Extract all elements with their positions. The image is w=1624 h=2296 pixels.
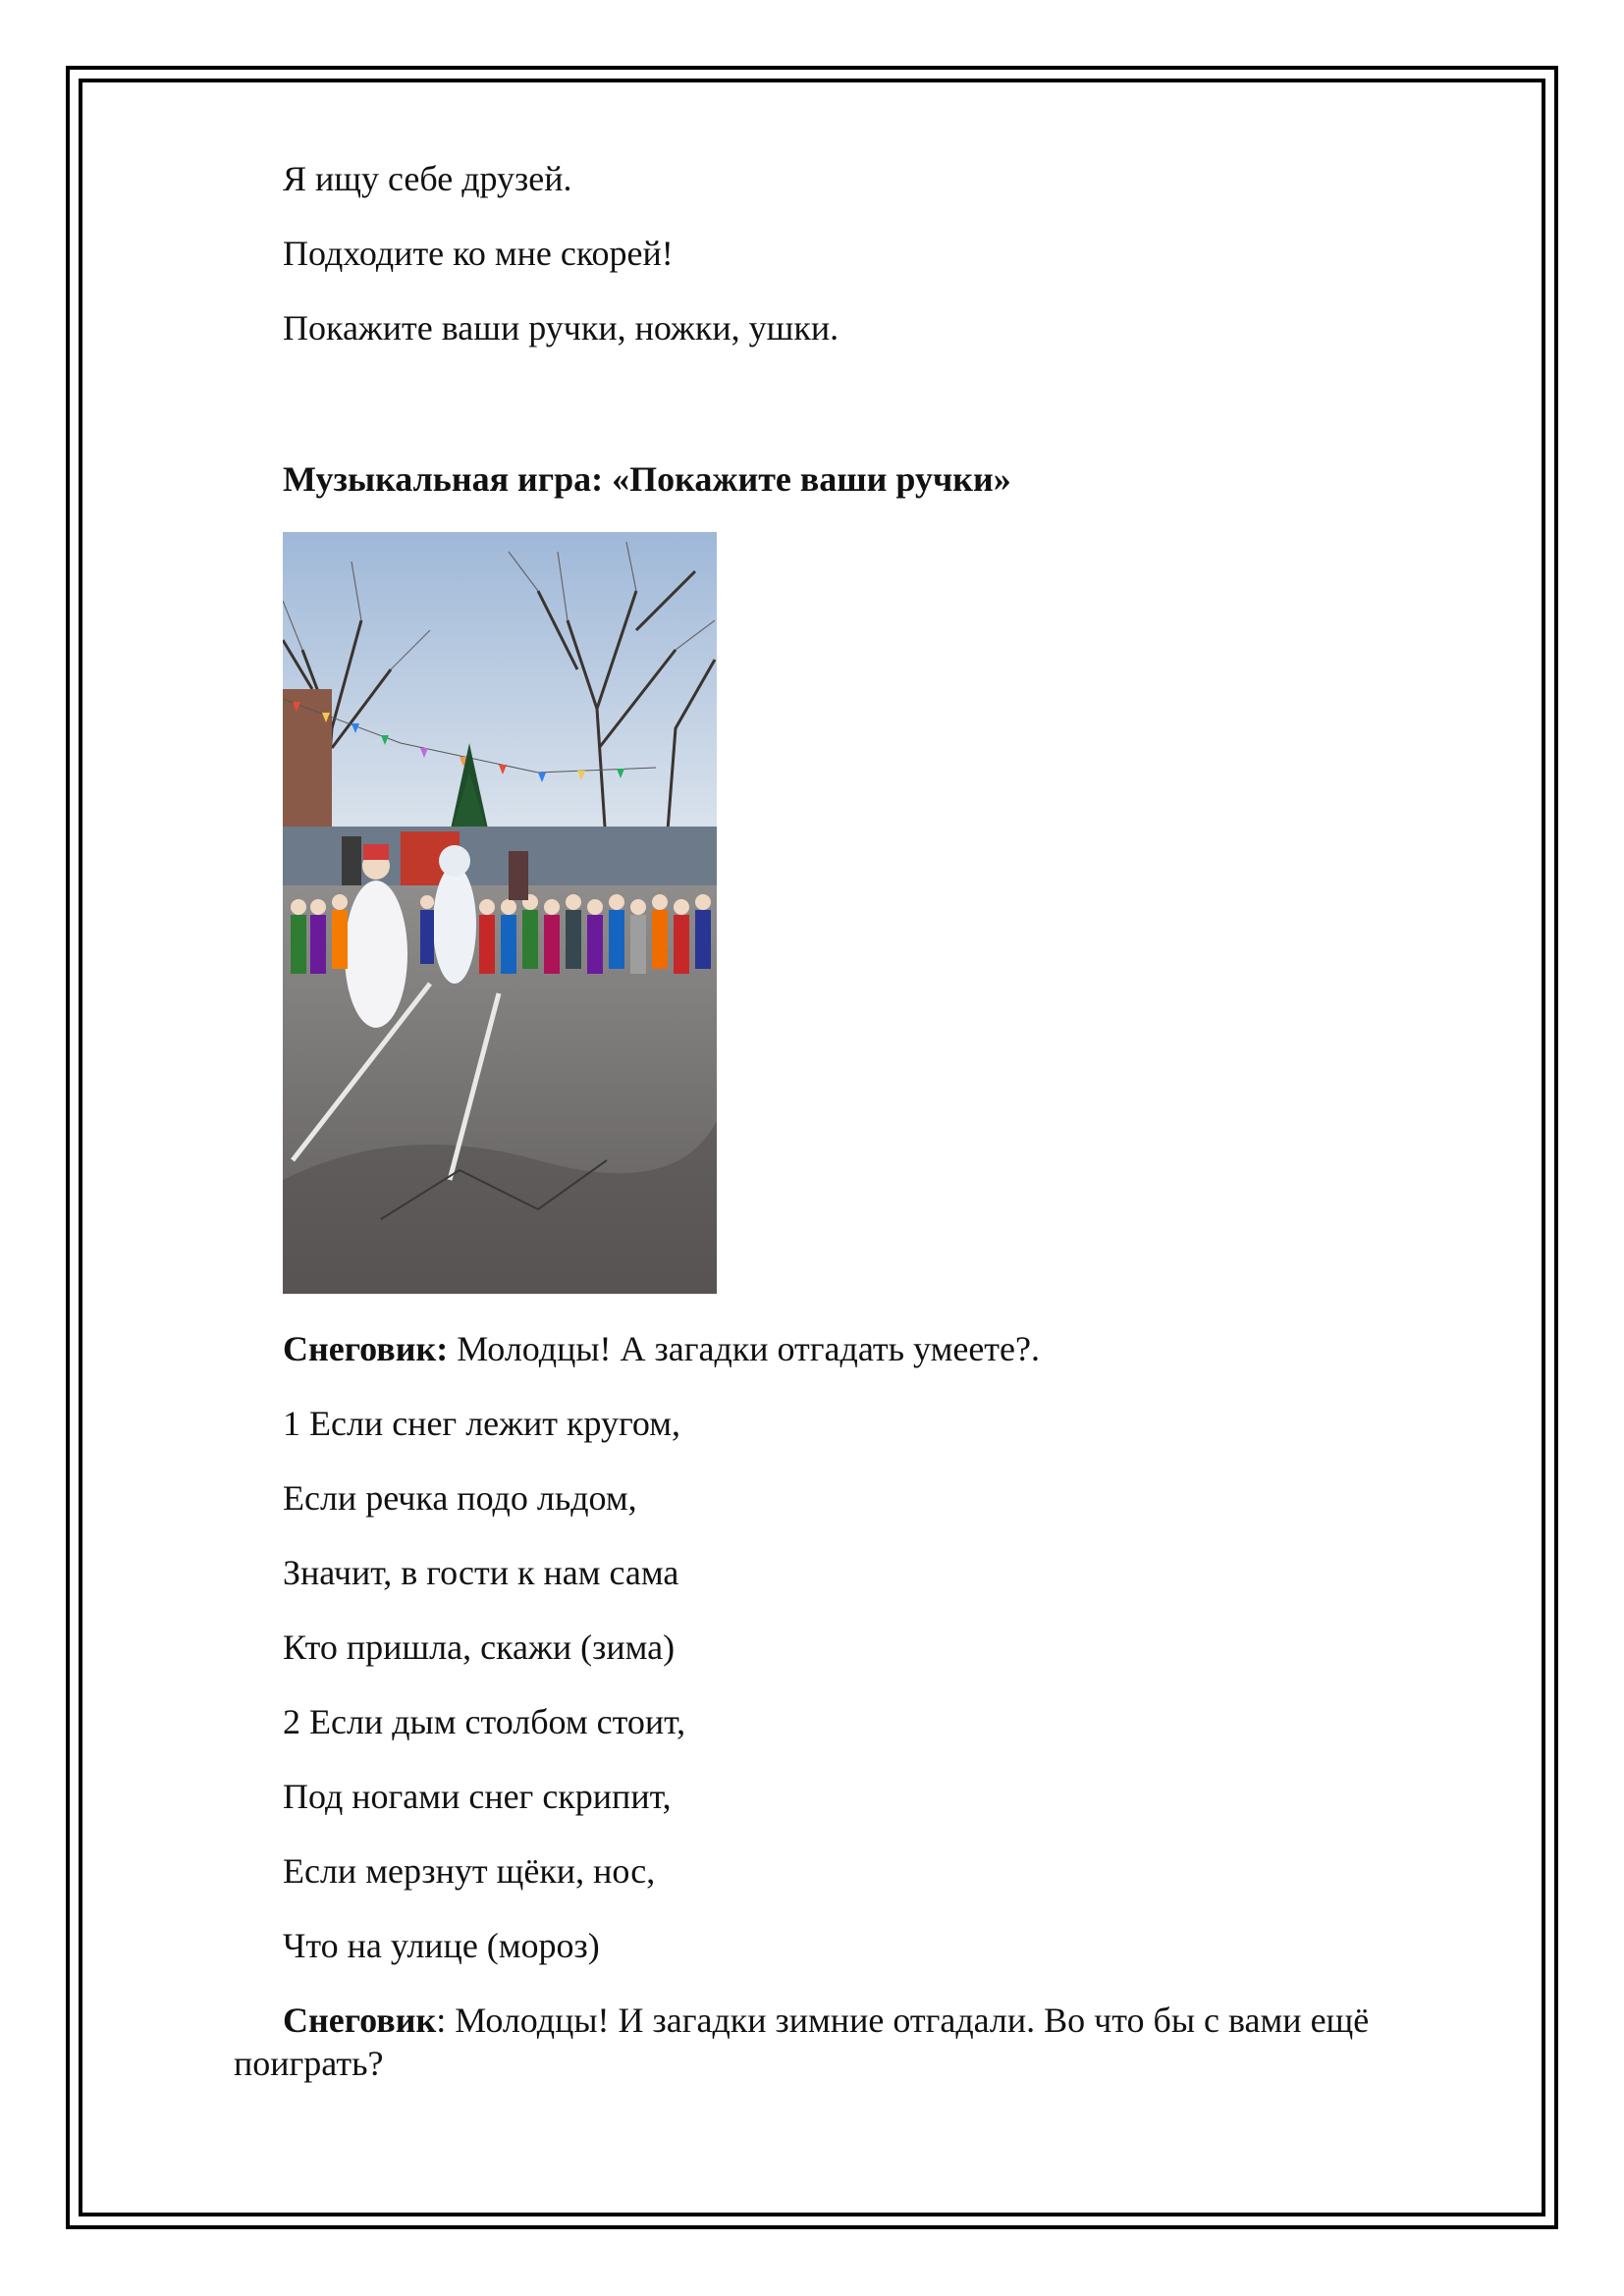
speech-text: Молодцы! А загадки отгадать умеете?.	[448, 1329, 1040, 1368]
poem-line: Подходите ко мне скорей!	[283, 234, 674, 273]
riddle-line: Что на улице (мороз)	[283, 1926, 600, 1965]
game-heading: Музыкальная игра: «Покажите ваши ручки»	[283, 459, 1011, 499]
riddle-line: Если мерзнут щёки, нос,	[283, 1851, 656, 1891]
riddle-line: Если речка подо льдом,	[283, 1478, 637, 1518]
riddle-line: 2 Если дым столбом стоит,	[283, 1702, 686, 1741]
poem-line: Я ищу себе друзей.	[283, 159, 572, 198]
riddle-line: Под ногами снег скрипит,	[283, 1777, 672, 1816]
poem-line: Покажите ваши ручки, ножки, ушки.	[283, 308, 839, 347]
event-photo	[283, 532, 717, 1294]
snowman-speech-1	[283, 1327, 1040, 1370]
snowman-speech-2	[234, 1999, 1471, 2085]
riddle-line: Значит, в гости к нам сама	[283, 1553, 679, 1592]
speech-text: : Молодцы! И загадки зимние отгадали. Во что бы с вами ещё поиграть?	[234, 2001, 1370, 2083]
riddle-line: Кто пришла, скажи (зима)	[283, 1628, 676, 1667]
speaker-label: Снеговик	[283, 2001, 437, 2040]
riddle-line: 1 Если снег лежит кругом,	[283, 1404, 680, 1443]
speaker-label: Снеговик:	[283, 1329, 449, 1368]
